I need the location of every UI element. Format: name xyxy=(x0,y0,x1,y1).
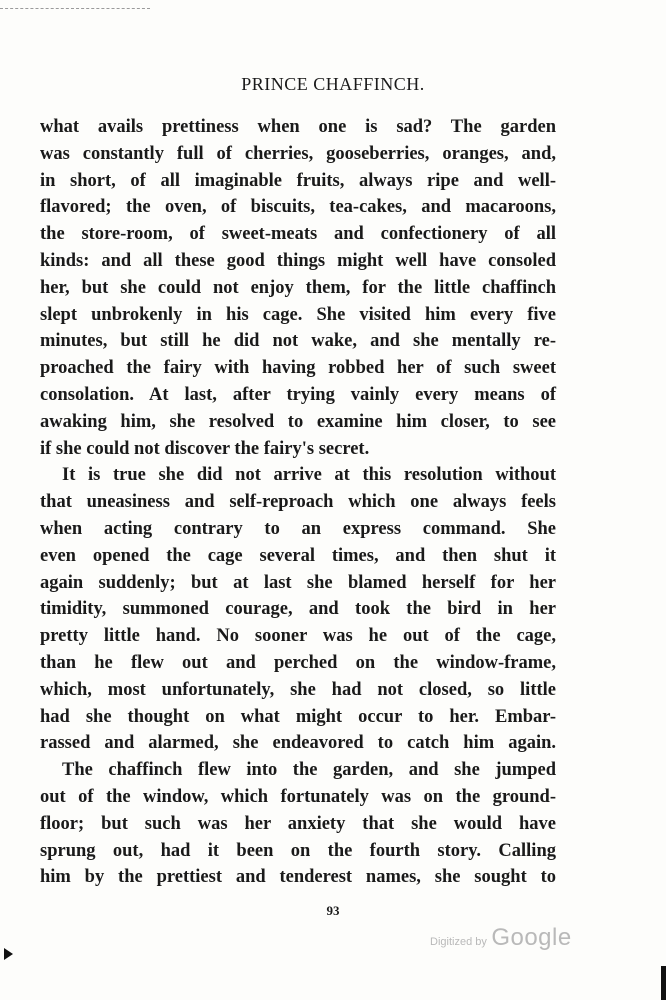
text-line: again suddenly; but at last she blamed herself for her xyxy=(40,572,556,593)
text-line: minutes, but still he did not wake, and she mentally re- xyxy=(40,331,556,352)
watermark-prefix: Digitized by xyxy=(430,936,487,948)
text-line: the store-room, of sweet-meats and confectionery of all xyxy=(40,224,556,245)
text-line: pretty little hand. No sooner was he out of the cage, xyxy=(40,626,556,647)
text-line: kinds: and all these good things might well have consoled xyxy=(40,250,556,271)
text-line: him by the prettiest and tenderest names, she sought to xyxy=(40,867,556,888)
text-line: consolation. At last, after trying vainly every means of xyxy=(40,384,556,405)
text-line: awaking him, she resolved to examine him closer, to see xyxy=(40,411,556,432)
scan-corner-mark-icon xyxy=(4,948,13,960)
text-line: floor; but such was her anxiety that she would have xyxy=(40,813,556,834)
text-line: her, but she could not enjoy them, for the little chaffinch xyxy=(40,277,556,298)
text-line: which, most unfortunately, she had not closed, so little xyxy=(40,679,556,700)
text-line: rassed and alarmed, she endeavored to catch him again. xyxy=(40,733,556,754)
text-line: proached the fairy with having robbed her of such sweet xyxy=(40,358,556,379)
digitized-watermark xyxy=(430,924,572,952)
text-line: when acting contrary to an express command. She xyxy=(40,518,556,539)
text-line: slept unbrokenly in his cage. She visited him every five xyxy=(40,304,556,325)
text-line: timidity, summoned courage, and took the bird in her xyxy=(40,599,556,620)
text-line: what avails prettiness when one is sad? The garden xyxy=(40,117,556,137)
text-line: in short, of all imaginable fruits, always ripe and well- xyxy=(40,170,556,191)
scan-edge-mark xyxy=(661,966,666,1000)
text-line: out of the window, which fortunately was on the ground- xyxy=(40,786,556,807)
top-edge-rule xyxy=(0,8,150,9)
text-line: sprung out, had it been on the fourth story. Calling xyxy=(40,840,556,861)
watermark-brand-logo: Google xyxy=(491,924,572,951)
running-head: PRINCE CHAFFINCH. xyxy=(241,74,425,94)
text-line: had she thought on what might occur to her. Embar- xyxy=(40,706,556,727)
text-line: than he flew out and perched on the window-frame, xyxy=(40,652,556,673)
page-number: 93 xyxy=(326,903,340,918)
paragraph-start-line: The chaffinch flew into the garden, and she jumped xyxy=(62,760,556,781)
body-text xyxy=(40,114,556,891)
text-line: if she could not discover the fairy's secret. xyxy=(40,438,370,459)
text-line: even opened the cage several times, and then shut it xyxy=(40,545,556,566)
paragraph-start-line: It is true she did not arrive at this resolution without xyxy=(62,465,556,486)
text-line: was constantly full of cherries, gooseberries, oranges, and, xyxy=(40,143,556,164)
text-line: flavored; the oven, of biscuits, tea-cakes, and macaroons, xyxy=(40,197,556,218)
text-line: that uneasiness and self-reproach which one always feels xyxy=(40,492,556,513)
